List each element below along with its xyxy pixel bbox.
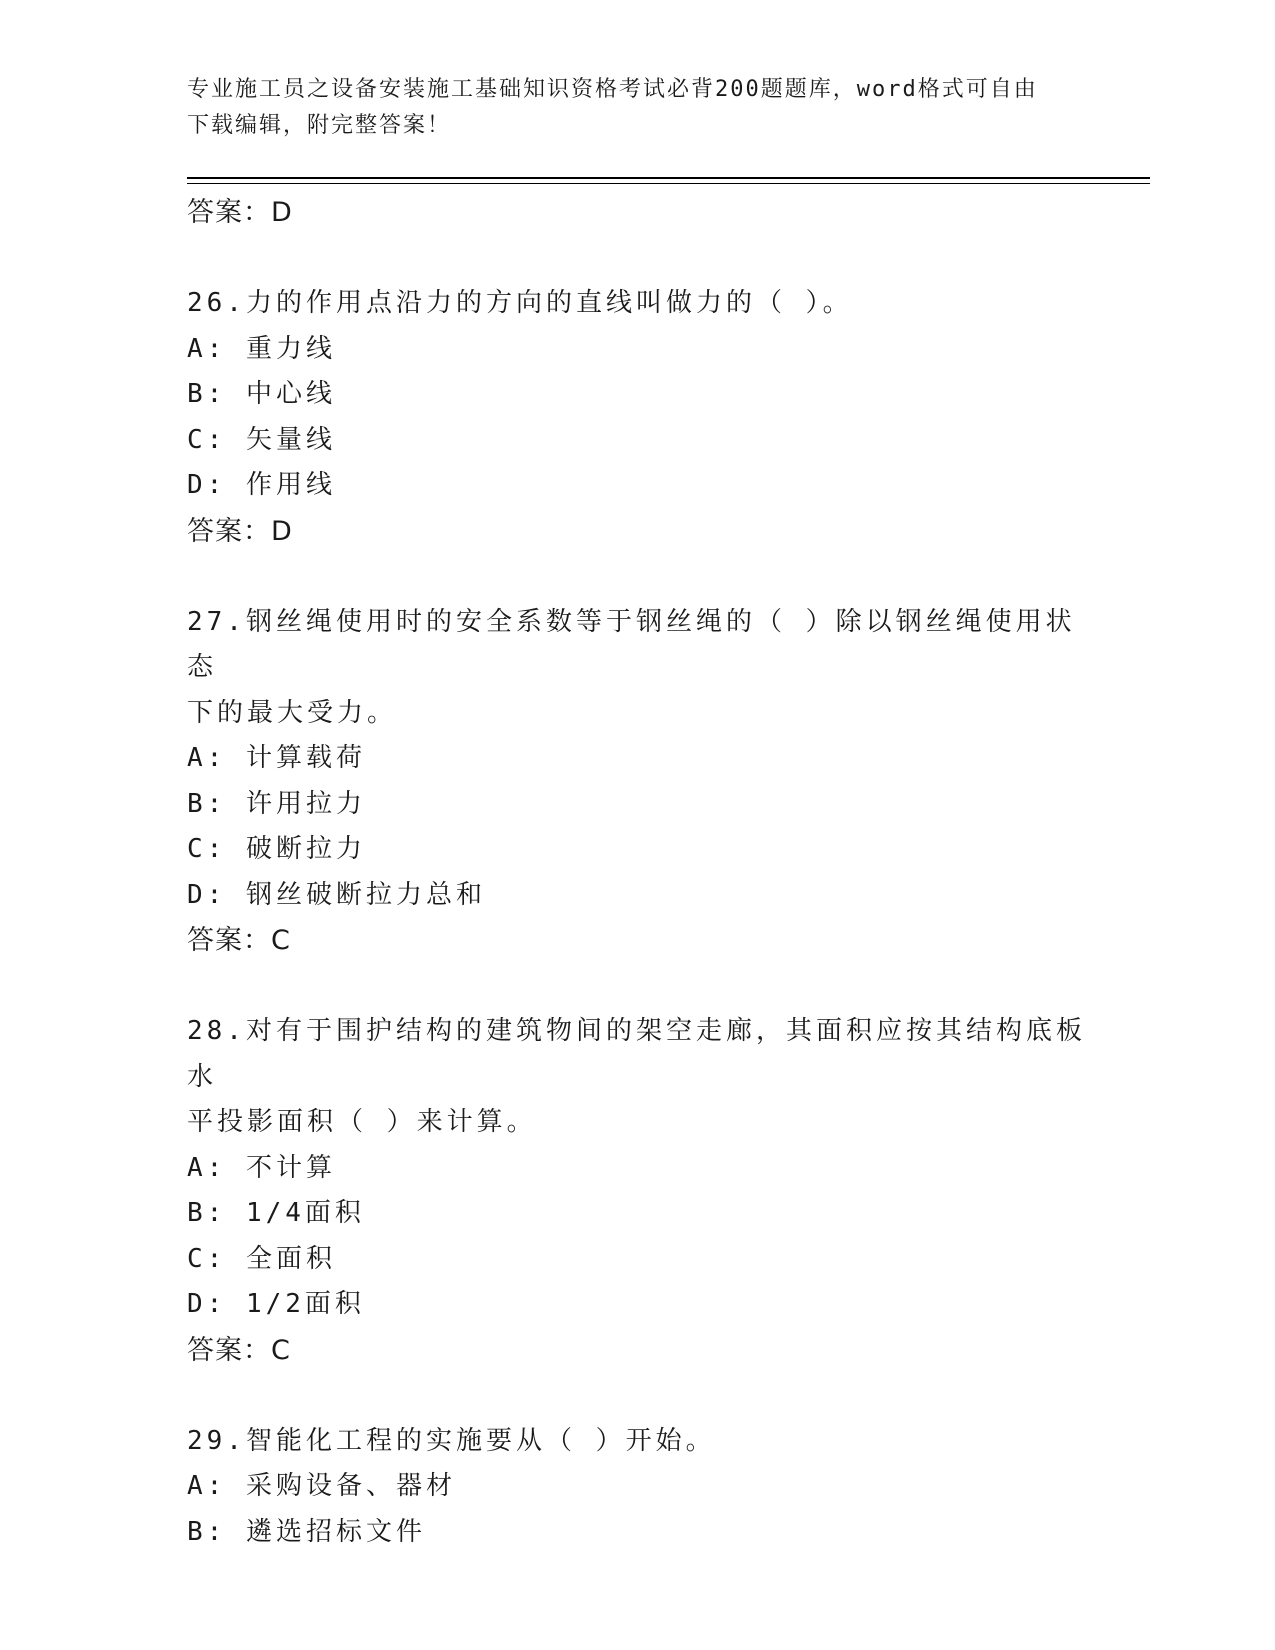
header-line-1: 专业施工员之设备安装施工基础知识资格考试必背200题题库，word格式可自由 — [187, 77, 1038, 102]
spacer — [187, 236, 1087, 282]
spacer — [187, 1373, 1087, 1419]
answer: 答案：D — [187, 515, 293, 547]
header-rule-thick — [187, 177, 1150, 179]
option-a: A: 计算载荷 — [187, 743, 366, 773]
option-c: C: 全面积 — [187, 1243, 336, 1274]
question-stem: 28.对有于围护结构的建筑物间的架空走廊，其面积应按其结构底板水 — [187, 1016, 1086, 1092]
question-stem-continued: 平投影面积（ ）来计算。 — [187, 1107, 537, 1137]
option-a: A: 采购设备、器材 — [187, 1471, 456, 1501]
question-stem: 27.钢丝绳使用时的安全系数等于钢丝绳的（ ）除以钢丝绳使用状态 — [187, 606, 1076, 682]
page-header — [187, 72, 1067, 144]
option-d: D: 作用线 — [187, 470, 336, 500]
question-stem: 29.智能化工程的实施要从（ ）开始。 — [187, 1425, 716, 1456]
question-stem: 26.力的作用点沿力的方向的直线叫做力的（ ）。 — [187, 288, 853, 318]
question-26 — [187, 281, 1087, 554]
option-a: A: 重力线 — [187, 333, 336, 364]
option-d: D: 1/2面积 — [187, 1289, 365, 1319]
option-b: B: 中心线 — [187, 379, 336, 409]
header-rule-thin — [187, 183, 1150, 184]
option-d: D: 钢丝破断拉力总和 — [187, 879, 486, 910]
question-29 — [187, 1419, 1087, 1556]
answer: 答案：C — [187, 925, 291, 956]
option-b: B: 许用拉力 — [187, 788, 366, 819]
question-27 — [187, 600, 1087, 964]
question-28 — [187, 1009, 1087, 1373]
spacer — [187, 964, 1087, 1010]
header-line-2: 下载编辑，附完整答案！ — [187, 113, 452, 138]
option-c: C: 破断拉力 — [187, 834, 366, 864]
option-a: A: 不计算 — [187, 1152, 336, 1183]
question-stem-continued: 下的最大受力。 — [187, 697, 398, 728]
document-body — [187, 190, 1087, 1555]
answer: 答案：C — [187, 1334, 291, 1366]
option-c: C: 矢量线 — [187, 424, 336, 455]
previous-answer: 答案：D — [187, 197, 293, 228]
option-b: B: 遴选招标文件 — [187, 1516, 426, 1547]
spacer — [187, 554, 1087, 600]
option-b: B: 1/4面积 — [187, 1198, 365, 1228]
